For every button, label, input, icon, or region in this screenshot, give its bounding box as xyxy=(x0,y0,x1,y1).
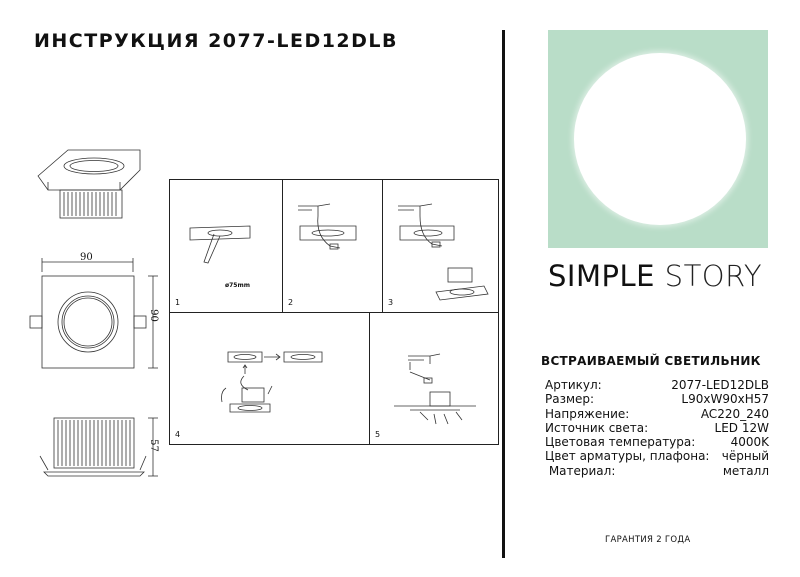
step-1-panel xyxy=(169,179,283,313)
light-circle xyxy=(574,53,746,225)
spec-row xyxy=(545,421,769,435)
spec-value: AC220_240 xyxy=(700,406,769,421)
spec-label: Цвет арматуры, плафона: xyxy=(545,449,710,464)
page-title: ИНСТРУКЦИЯ 2077-LED12DLB xyxy=(34,30,399,52)
brand-logo xyxy=(548,259,762,293)
spec-label: Материал: xyxy=(545,463,616,478)
spec-row xyxy=(545,378,769,392)
spec-value: 4000K xyxy=(730,435,769,450)
spec-value: 2077-LED12DLB xyxy=(671,378,769,392)
spec-label: Артикул: xyxy=(545,378,602,392)
spec-label: Цветовая температура: xyxy=(545,435,696,450)
step-3-panel xyxy=(382,179,499,313)
spec-value: L90xW90xH57 xyxy=(681,392,769,407)
hole-size-note: ø75mm xyxy=(225,282,250,289)
plan-view xyxy=(30,258,158,368)
product-type: ВСТРАИВАЕМЫЙ СВЕТИЛЬНИК xyxy=(541,354,761,368)
step-1-number: 1 xyxy=(175,298,181,307)
warranty-note: ГАРАНТИЯ 2 ГОДА xyxy=(605,535,691,545)
spec-row xyxy=(545,407,769,421)
spec-label: Напряжение: xyxy=(545,406,630,421)
step-2-panel xyxy=(282,179,383,313)
brand-part1: SIMPLE xyxy=(548,259,655,293)
spec-row xyxy=(545,464,769,478)
spec-value: металл xyxy=(722,463,769,478)
spec-label: Размер: xyxy=(545,392,595,407)
step-4-number: 4 xyxy=(175,430,181,439)
step-3-number: 3 xyxy=(388,298,394,307)
dim-height: 57 xyxy=(147,439,159,452)
spec-list xyxy=(545,378,769,478)
step-5-panel xyxy=(369,312,499,445)
dim-width: 90 xyxy=(80,252,93,263)
step-2-number: 2 xyxy=(288,298,294,307)
spec-value: LED 12W xyxy=(714,420,769,435)
spec-label: Источник света: xyxy=(545,420,649,435)
divider-line xyxy=(502,30,505,558)
perspective-view xyxy=(38,150,140,218)
step-4-panel xyxy=(169,312,370,445)
step-5-number: 5 xyxy=(375,430,381,439)
brand-part2: STORY xyxy=(664,259,763,293)
spec-value: чёрный xyxy=(721,449,769,464)
brand-image xyxy=(548,30,768,248)
side-view xyxy=(40,418,158,476)
spec-row xyxy=(545,435,769,449)
dim-depth: 90 xyxy=(147,309,159,322)
spec-row xyxy=(545,449,769,463)
spec-row xyxy=(545,392,769,406)
